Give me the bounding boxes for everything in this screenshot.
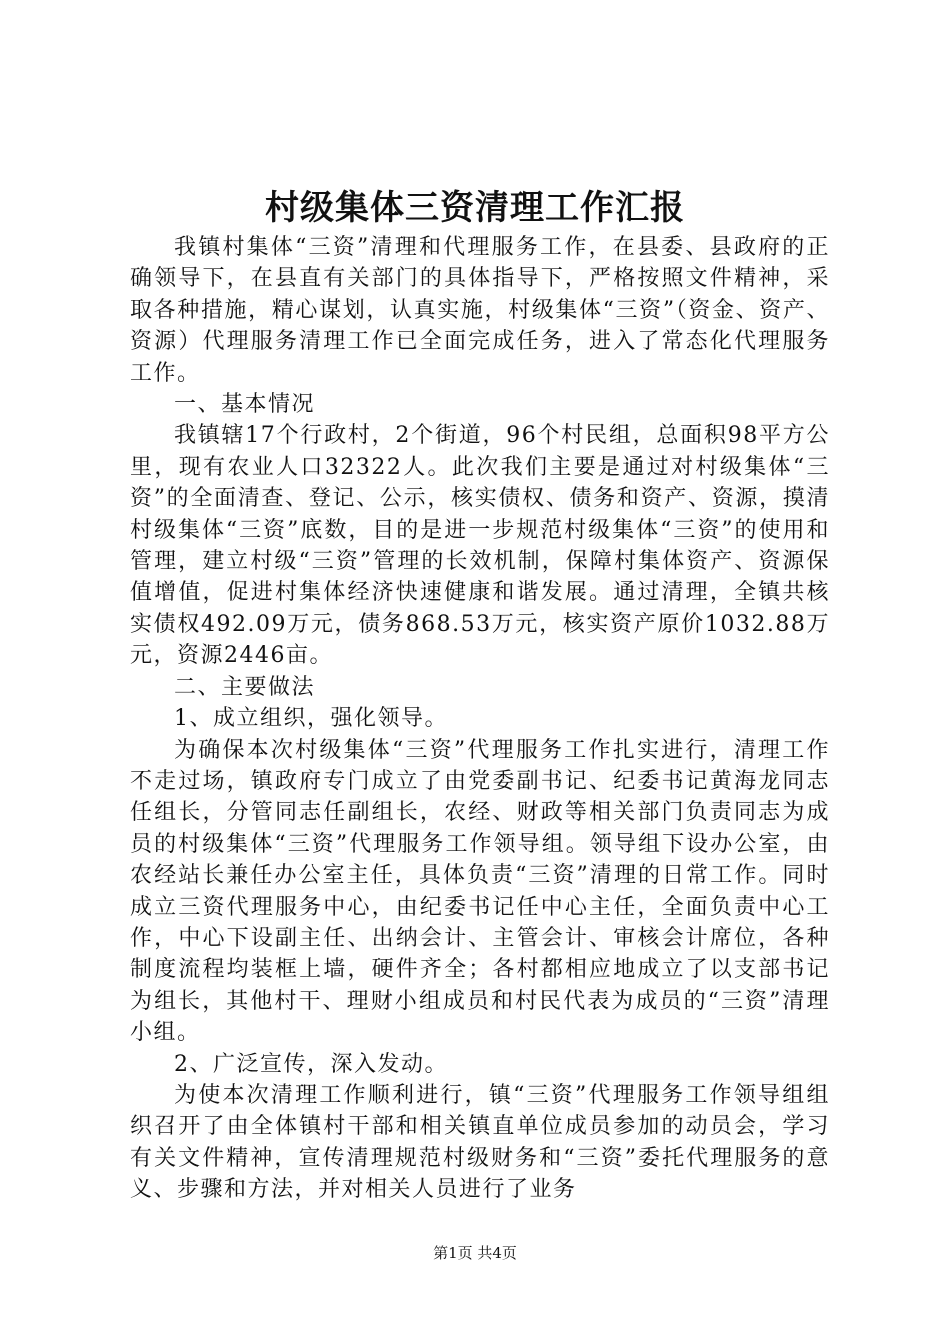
- subheading-organization: 1、成立组织，强化领导。: [174, 706, 448, 732]
- subheading-publicity: 2、广泛宣传，深入发动。: [174, 1051, 448, 1077]
- section-heading-basic-situation: 一、基本情况: [174, 392, 316, 418]
- document-body: [130, 232, 830, 1206]
- document-title: 村级集体三资清理工作汇报: [265, 188, 685, 228]
- page-footer: 第1页 共4页: [433, 1244, 517, 1262]
- organization-paragraph: 为确保本次村级集体“三资”代理服务工作扎实进行，清理工作不走过场，镇政府专门成立了由党委副书记、纪委书记黄海龙同志任组长，分管同志任副组长，农经、财政等相关部门负责同志为成员的村级集体“三资”代理服务工作领导组。领导组下设办公室，由农经站长兼任办公室主任，具体负责“三资”清理的日常工作。同时成立三资代理服务中心，由纪委书记任中心主任，全面负责中心工作，中心下设副主任、出纳会计、主管会计、审核会计席位，各种制度流程均装框上墙，硬件齐全；各村都相应地成立了以支部书记为组长，其他村干、理财小组成员和村民代表为成员的“三资”清理小组。: [130, 737, 830, 1046]
- section-heading-main-methods: 二、主要做法: [174, 674, 316, 700]
- publicity-paragraph: 为使本次清理工作顺利进行，镇“三资”代理服务工作领导组组织召开了由全体镇村干部和相关镇直单位成员参加的动员会，学习有关文件精神，宣传清理规范村级财务和“三资”委托代理服务的意义、步骤和方法，并对相关人员进行了业务: [130, 1082, 830, 1203]
- basic-situation-paragraph: 我镇辖17个行政村，2个街道，96个村民组，总面积98平方公里，现有农业人口32322人。此次我们主要是通过对村级集体“三资”的全面清查、登记、公示，核实债权、债务和资产、资源，摸清村级集体“三资”底数，目的是进一步规范村级集体“三资”的使用和管理，建立村级“三资”管理的长效机制，保障村集体资产、资源保值增值，促进村集体经济快速健康和谐发展。通过清理，全镇共核实债权492.09万元，债务868.53万元，核实资产原价1032.88万元，资源2446亩。: [130, 423, 830, 669]
- intro-paragraph: 我镇村集体“三资”清理和代理服务工作，在县委、县政府的正确领导下，在县直有关部门的具体指导下，严格按照文件精神，采取各种措施，精心谋划，认真实施，村级集体“三资”（资金、资产、资源）代理服务清理工作已全面完成任务，进入了常态化代理服务工作。: [130, 235, 830, 386]
